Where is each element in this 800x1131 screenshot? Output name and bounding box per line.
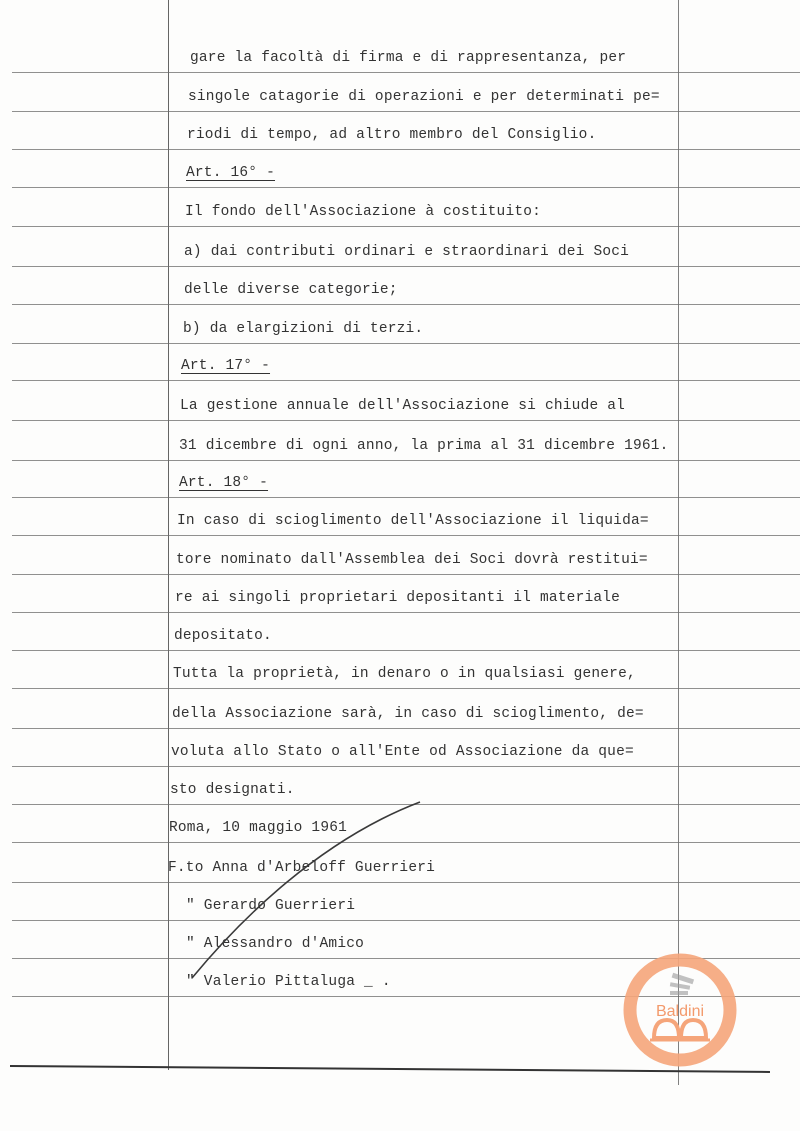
text-line: " Gerardo Guerrieri — [186, 898, 356, 914]
ruled-line — [12, 460, 800, 461]
ruled-line — [12, 766, 800, 767]
text-line: In caso di scioglimento dell'Associazione il liquida= — [177, 513, 649, 529]
text-line: " Alessandro d'Amico — [186, 936, 365, 952]
text-line: a) dai contributi ordinari e straordinari dei Soci — [184, 244, 630, 260]
right-margin-line — [678, 0, 679, 1085]
text-line: " Valerio Pittaluga _ . — [186, 974, 391, 990]
text-line: singole catagorie di operazioni e per determinati pe= — [188, 89, 660, 105]
text-line: La gestione annuale dell'Associazione si chiude al — [180, 398, 626, 414]
ruled-line — [12, 650, 800, 651]
ruled-line — [12, 497, 800, 498]
text-line: voluta allo Stato o all'Ente od Associazione da que= — [171, 744, 634, 760]
ruled-line — [12, 343, 800, 344]
text-line: Tutta la proprietà, in denaro o in qualsiasi genere, — [173, 666, 636, 682]
ruled-line — [12, 535, 800, 536]
pen-stroke-mark — [170, 800, 430, 980]
text-line: gare la facoltà di firma e di rappresentanza, per — [190, 50, 627, 66]
text-line: re ai singoli proprietari depositanti il materiale — [175, 590, 621, 606]
ruled-line — [12, 72, 800, 73]
text-line: Il fondo dell'Associazione à costituito: — [185, 204, 542, 220]
article-heading: Art. 17° - — [181, 358, 271, 374]
text-line: F.to Anna d'Arbeloff Guerrieri — [168, 860, 436, 876]
ruled-line — [12, 149, 800, 150]
ruled-line — [12, 728, 800, 729]
ruled-line — [12, 612, 800, 613]
baldini-watermark-logo — [620, 950, 740, 1070]
text-line: 31 dicembre di ogni anno, la prima al 31 dicembre 1961. — [179, 438, 669, 454]
ruled-line — [12, 574, 800, 575]
text-line: delle diverse categorie; — [184, 282, 398, 298]
text-line: depositato. — [174, 628, 272, 644]
text-line: Roma, 10 maggio 1961 — [169, 820, 348, 836]
ruled-line — [12, 111, 800, 112]
text-line: sto designati. — [170, 782, 295, 798]
article-heading: Art. 16° - — [186, 165, 276, 181]
text-line: b) da elargizioni di terzi. — [183, 321, 424, 337]
watermark-label: Baldini — [655, 1003, 705, 1020]
ruled-line — [12, 187, 800, 188]
ruled-line — [12, 420, 800, 421]
text-line: riodi di tempo, ad altro membro del Consiglio. — [187, 127, 597, 143]
ruled-line — [12, 226, 800, 227]
text-line: della Associazione sarà, in caso di scioglimento, de= — [172, 706, 644, 722]
ruled-line — [12, 380, 800, 381]
article-heading: Art. 18° - — [179, 475, 269, 491]
text-line: tore nominato dall'Assemblea dei Soci dovrà restitui= — [176, 552, 648, 568]
ruled-line — [12, 266, 800, 267]
ruled-line — [12, 304, 800, 305]
ruled-line — [12, 688, 800, 689]
